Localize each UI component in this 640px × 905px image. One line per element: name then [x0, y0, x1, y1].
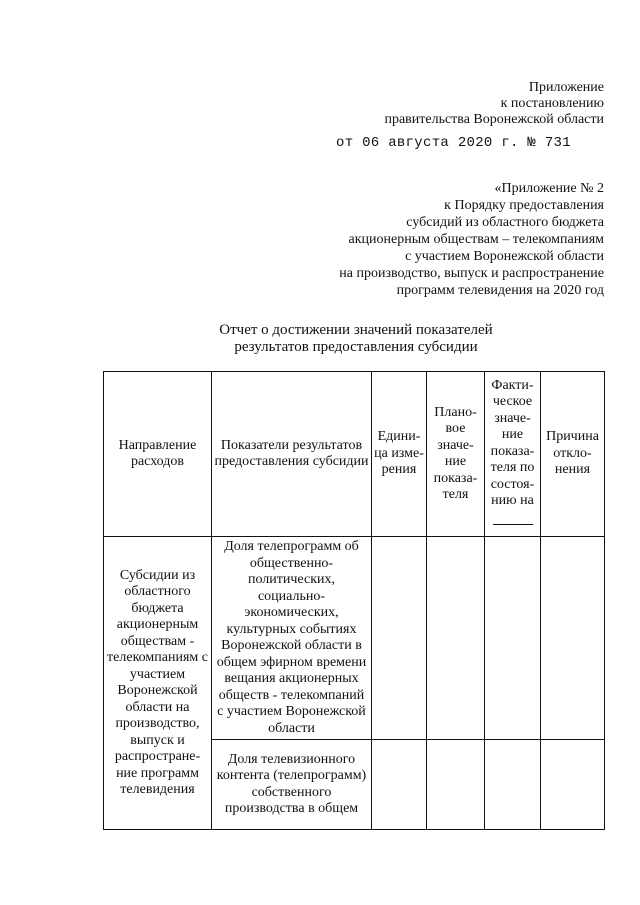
planned-cell — [427, 740, 485, 830]
unit-cell — [372, 537, 427, 740]
report-table — [103, 371, 605, 830]
appendix-2-line-3: субсидий из областного бюджета — [406, 215, 604, 230]
header-direction: Направление расходов — [104, 372, 212, 537]
appendix-2-line-5: с участием Воронежской области — [405, 249, 604, 264]
decree-date-number: от 06 августа 2020 г. № 731 — [336, 135, 571, 151]
indicator-cell: Доля телевизионного контента (телепрограмм) собственного производства в общем — [212, 740, 372, 830]
reason-cell — [541, 740, 605, 830]
approval-line-2: к постановлению — [500, 96, 604, 111]
appendix-2-line-4: акционерным обществам – телекомпаниям — [348, 232, 604, 247]
appendix-2-line-2: к Порядку предоставления — [444, 198, 604, 213]
appendix-2-line-7: программ телевидения на 2020 год — [396, 283, 604, 298]
header-actual-text: Факти-ческое значе-ние показа-теля по состоя-нию на — [490, 377, 535, 509]
table-header-row — [104, 372, 605, 537]
actual-cell — [485, 537, 541, 740]
appendix-2-line-6: на производство, выпуск и распространение — [339, 266, 604, 281]
report-title-line-2: результатов предоставления субсидии — [234, 339, 478, 355]
header-unit: Едини-ца изме-рения — [372, 372, 427, 537]
date-blank-line — [493, 524, 533, 525]
header-indicators: Показатели результатов предоставления субсидии — [212, 372, 372, 537]
report-title — [196, 322, 516, 356]
approval-line-1: Приложение — [528, 80, 604, 95]
unit-cell — [372, 740, 427, 830]
reason-cell — [541, 537, 605, 740]
planned-cell — [427, 537, 485, 740]
actual-cell — [485, 740, 541, 830]
header-reason: Причина откло-нения — [541, 372, 605, 537]
appendix-2-block — [339, 180, 604, 299]
header-actual — [485, 372, 541, 537]
approval-line-3: правительства Воронежской области — [384, 112, 604, 127]
appendix-2-line-1: «Приложение № 2 — [494, 181, 604, 196]
direction-cell: Субсидии из областного бюджета акционерным обществам - телекомпаниям с участием Воронежской области на производство, выпуск и распростране-ние программ телевидения — [104, 537, 212, 830]
table-row — [104, 537, 605, 740]
indicator-cell: Доля телепрограмм об общественно-политических, социально-экономических, культурных событиях Воронежской области в общем эфирном времени вещания акционерных обществ - телекомпаний с участием Воронежской области — [212, 537, 372, 740]
header-planned: Плано-вое значе-ние показа-теля — [427, 372, 485, 537]
report-title-line-1: Отчет о достижении значений показателей — [219, 322, 493, 338]
approval-block — [384, 80, 604, 128]
